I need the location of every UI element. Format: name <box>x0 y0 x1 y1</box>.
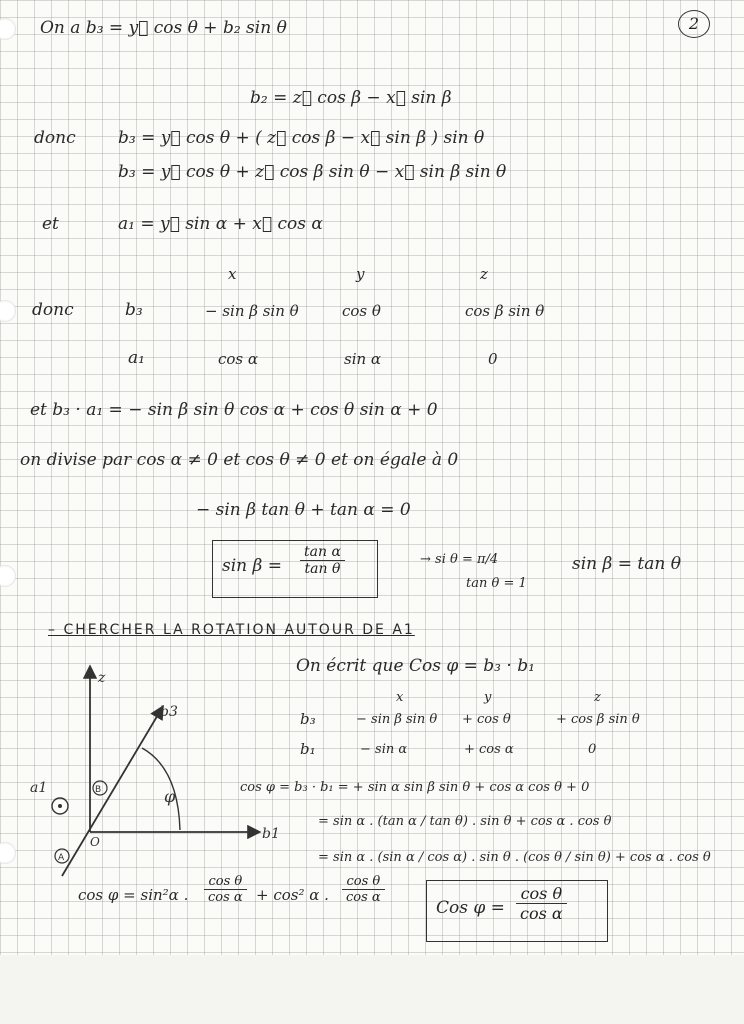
cos4-fraction-2 <box>342 874 385 905</box>
table2-header-y: y <box>484 690 492 705</box>
cos4-fraction-1-denominator: cos α <box>208 890 243 905</box>
page-margin-bottom <box>0 955 744 1024</box>
boxed-fraction <box>300 544 345 577</box>
boxed-lhs: sin β = <box>222 556 282 576</box>
table2-row2-y: + cos α <box>464 742 514 757</box>
table1-header-y: y <box>356 265 365 283</box>
cos4-fraction-1-numerator: cos θ <box>204 874 247 890</box>
table1-row2-y: sin α <box>344 350 382 368</box>
cos4-fraction-2-denominator: cos α <box>346 890 381 905</box>
boxed-fraction-denominator: tan θ <box>304 561 341 577</box>
a1-axis-dot <box>58 804 62 808</box>
section-heading: – CHERCHER LA ROTATION AUTOUR DE A1 <box>48 622 415 638</box>
line-b2: b₂ = z⃗ cos β − x⃗ sin β <box>250 88 452 108</box>
table1-row2-x: cos α <box>218 350 259 368</box>
table1-header-z: z <box>480 265 488 283</box>
table1-row1-y: cos θ <box>342 302 381 320</box>
line-a1: a₁ = y⃗ sin α + x⃗ cos α <box>118 214 323 234</box>
rotation-diagram <box>30 650 280 880</box>
line-divide: on divise par cos α ≠ 0 et cos θ ≠ 0 et on égale à 0 <box>20 450 459 470</box>
line-b3-developed: b₃ = y⃗ cos θ + z⃗ cos β sin θ − x⃗ sin β sin θ <box>118 162 507 182</box>
table1-row1-x: − sin β sin θ <box>205 302 299 320</box>
arrow-note: → si θ = π/4 <box>420 552 499 567</box>
z-axis-label: z <box>98 670 106 686</box>
table1-row1-z: cos β sin θ <box>465 302 545 320</box>
table2-row1-z: + cos β sin θ <box>556 712 640 727</box>
line-tan-equation: − sin β tan θ + tan α = 0 <box>196 500 411 520</box>
table1-label: donc <box>32 300 74 320</box>
page-number: 2 <box>678 10 710 38</box>
cos4-lhs: cos φ = sin²α . <box>78 886 189 904</box>
line-cos-phi-3: = sin α . (sin α / cos α) . sin θ . (cos θ / sin θ) + cos α . cos θ <box>318 850 711 865</box>
final-fraction-numerator: cos θ <box>516 884 567 904</box>
table1-row2-vector: a₁ <box>128 348 145 368</box>
line-b3-expanded: b₃ = y⃗ cos θ + ( z⃗ cos β − x⃗ sin β ) sin θ <box>118 128 485 148</box>
line-dot-product: et b₃ · a₁ = − sin β sin θ cos α + cos θ sin α + 0 <box>30 400 438 420</box>
label-donc: donc <box>34 128 76 148</box>
point-b-label: B <box>95 785 102 795</box>
table1-row2-z: 0 <box>488 350 498 368</box>
table2-header-z: z <box>594 690 601 705</box>
final-fraction-denominator: cos α <box>520 904 563 923</box>
boxed-fraction-numerator: tan α <box>300 544 345 561</box>
final-lhs: Cos φ = <box>436 898 505 918</box>
table2-row1-y: + cos θ <box>462 712 511 727</box>
label-et: et <box>42 214 59 234</box>
table1-header-x: x <box>228 265 237 283</box>
table2-row1-x: − sin β sin θ <box>356 712 438 727</box>
b3-label: b3 <box>160 704 178 720</box>
table2-row2-vector: b₁ <box>300 740 316 758</box>
line-cos-phi-2: = sin α . (tan α / tan θ) . sin θ + cos α . cos θ <box>318 814 612 829</box>
b1-label: b1 <box>262 826 280 842</box>
origin-label: O <box>90 835 100 849</box>
line-cos-phi-1: cos φ = b₃ · b₁ = + sin α sin β sin θ + cos α cos θ + 0 <box>240 780 590 795</box>
point-a-label: A <box>58 853 65 863</box>
cos4-fraction-2-numerator: cos θ <box>342 874 385 890</box>
phi-label: φ <box>164 787 176 806</box>
table2-header-x: x <box>396 690 404 705</box>
table2-row1-vector: b₃ <box>300 710 316 728</box>
line-on-a: On a b₃ = y⃗ cos θ + b₂ sin θ <box>40 18 287 38</box>
cos4-mid: + cos² α . <box>256 886 329 904</box>
final-fraction <box>516 884 567 923</box>
table2-row2-z: 0 <box>588 742 597 757</box>
b3-vector <box>62 708 162 876</box>
line-on-ecrit: On écrit que Cos φ = b₃ · b₁ <box>296 656 535 676</box>
table2-row2-x: − sin α <box>360 742 408 757</box>
table1-row1-vector: b₃ <box>125 300 143 320</box>
arrow-result: sin β = tan θ <box>572 554 681 574</box>
a1-label: a1 <box>30 780 48 796</box>
arrow-note-tan: tan θ = 1 <box>466 576 527 591</box>
